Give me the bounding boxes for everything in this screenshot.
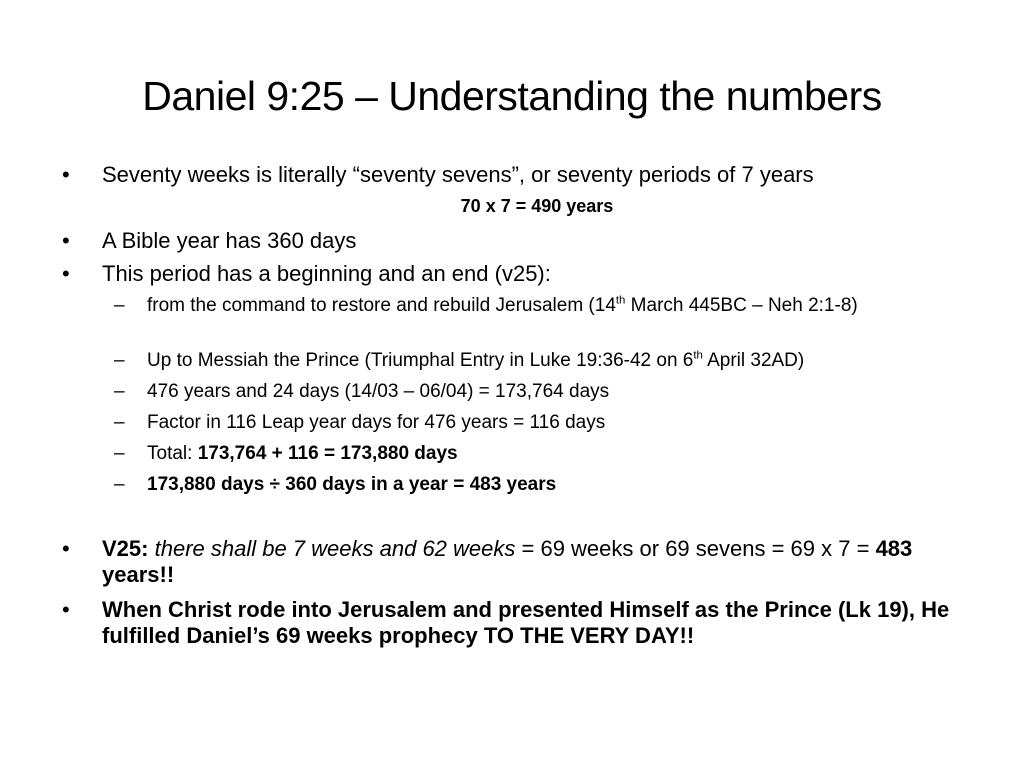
dash-marker: – <box>114 350 125 371</box>
bullet-fulfilled-prophecy <box>62 597 972 650</box>
ordinal-suffix: th <box>693 349 703 362</box>
ordinal-suffix: th <box>615 294 626 307</box>
sub-messiah-the-prince <box>114 349 977 373</box>
sub-command-to-restore <box>114 294 977 318</box>
sub-text: Factor in 116 Leap year days for 476 years = 116 days <box>147 412 606 433</box>
bullet-bible-year <box>62 228 972 254</box>
bullet-text: Seventy weeks is literally “seventy sevens”, or seventy periods of 7 years <box>102 162 814 187</box>
bullet-text: When Christ rode into Jerusalem and presented Himself as the Prince (Lk 19), He fulfilled Daniel’s 69 weeks prophecy TO THE VERY DAY!! <box>102 597 950 649</box>
sub-total <box>114 443 977 466</box>
calculation-490-years: 70 x 7 = 490 years <box>460 196 614 216</box>
sub-total-value: 173,764 + 116 = 173,880 days <box>197 443 458 464</box>
bullet-marker: • <box>62 536 70 561</box>
bullet-marker: • <box>62 162 70 187</box>
sub-476-years <box>114 381 977 404</box>
bullet-v25 <box>62 536 972 589</box>
dash-marker: – <box>114 443 125 464</box>
v25-quote: there shall be 7 weeks and 62 weeks <box>154 536 516 561</box>
dash-marker: – <box>114 412 125 433</box>
dash-marker: – <box>114 381 125 402</box>
bullet-text: This period has a beginning and an end (v25): <box>102 261 551 286</box>
bullet-marker: • <box>62 228 70 253</box>
bullet-marker: • <box>62 261 70 286</box>
sub-text-a: from the command to restore and rebuild Jerusalem (14 <box>147 295 616 316</box>
bullet-text: A Bible year has 360 days <box>102 228 357 253</box>
v25-label: V25: <box>102 536 149 561</box>
bullet-seventy-weeks <box>62 162 972 188</box>
sub-483-years <box>114 474 977 497</box>
bullet-period <box>62 261 972 287</box>
sub-leap-year-days <box>114 412 977 435</box>
sub-text-a: Up to Messiah the Prince (Triumphal Entry in Luke 19:36-42 on 6 <box>147 350 694 371</box>
sub-text: 173,880 days ÷ 360 days in a year = 483 years <box>147 474 557 495</box>
slide-title: Daniel 9:25 – Understanding the numbers <box>142 73 882 119</box>
dash-marker: – <box>114 474 125 495</box>
v25-calculation: = 69 weeks or 69 sevens = 69 x 7 = <box>515 536 876 561</box>
sub-text-b: March 445BC – Neh 2:1-8) <box>625 295 858 316</box>
v25-result: 483 years!! <box>102 536 913 588</box>
sub-text: 476 years and 24 days (14/03 – 06/04) = 173,764 days <box>147 381 610 402</box>
bullet-marker: • <box>62 597 70 622</box>
sub-total-label: Total: <box>147 443 198 464</box>
dash-marker: – <box>114 295 125 316</box>
sub-text-b: April 32AD) <box>702 350 805 371</box>
